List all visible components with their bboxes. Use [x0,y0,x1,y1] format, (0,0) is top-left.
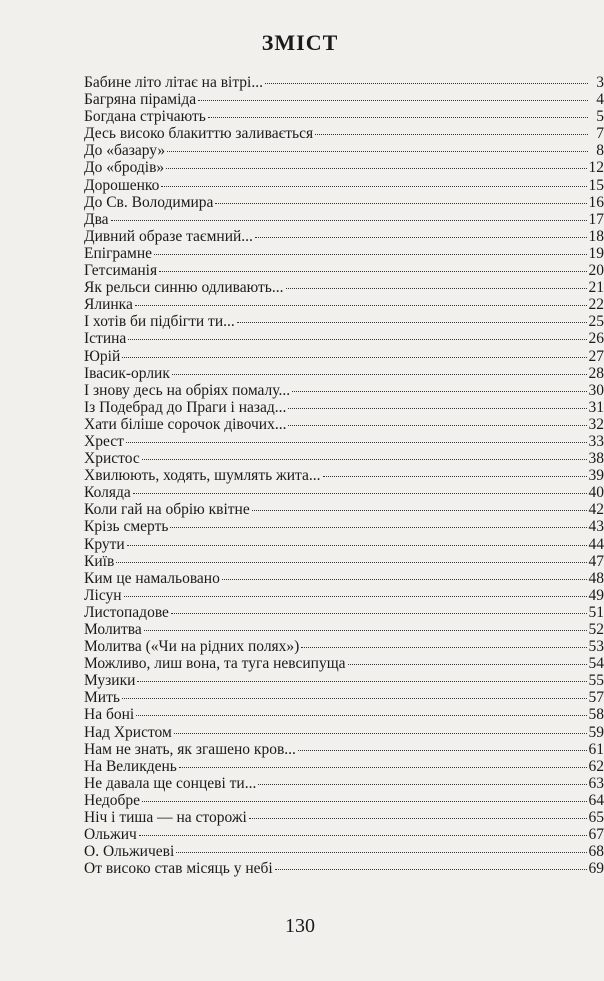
toc-entry [84,809,604,826]
dot-leader [298,750,587,751]
dot-leader [161,186,586,187]
toc-entry-title: Ялинка [84,296,133,314]
dot-leader [208,117,588,118]
dot-leader [122,698,587,699]
toc-entry [84,758,604,775]
toc-entry-title: Нам не знать, як згашено кров... [84,740,296,758]
toc-entry-page: 18 [588,227,604,245]
toc-entry-title: До «бродів» [84,159,165,177]
toc-entry [84,245,604,262]
dot-leader [174,733,587,734]
dot-leader [265,83,588,84]
dot-leader [144,630,587,631]
toc-entry [84,228,604,245]
dot-leader [166,168,586,169]
toc-entry [84,399,604,416]
toc-entry-page: 62 [588,757,604,775]
dot-leader [252,510,587,511]
dot-leader [159,271,586,272]
toc-entry [84,860,604,877]
dot-leader [116,562,586,563]
toc-entry-title: Хати біліше сорочок дівочих... [84,415,287,433]
toc-entry [84,741,604,758]
dot-leader [255,237,587,238]
toc-entry [84,365,604,382]
toc-entry-page: 28 [588,364,604,382]
toc-entry [84,91,604,108]
toc-entry-page: 5 [596,108,604,126]
dot-leader [154,254,586,255]
toc-entry [84,177,604,194]
dot-leader [139,835,587,836]
toc-entry-title: Ніч і тиша — на сторожі [84,809,247,827]
dot-leader [198,100,588,101]
toc-entry-title: Дивний образе таємний... [84,227,253,245]
toc-entry-title: Богдана стрічають [84,108,206,126]
toc-entry-title: Молитва («Чи на рідних полях») [84,638,300,656]
toc-entry-page: 44 [588,535,604,553]
toc-entry-title: І хотів би підбігти ти... [84,313,235,331]
table-of-contents [84,74,604,877]
toc-entry-title: От високо став місяць у небі [84,860,273,878]
toc-entry-page: 49 [588,586,604,604]
dot-leader [275,869,587,870]
dot-leader [237,322,587,323]
toc-entry [84,108,604,125]
dot-leader [215,203,586,204]
dot-leader [315,134,588,135]
toc-entry [84,159,604,176]
dot-leader [222,579,587,580]
toc-entry [84,689,604,706]
toc-entry-title: Ким це намальовано [84,569,220,587]
toc-entry-page: 8 [596,142,604,160]
toc-entry-title: Десь високо блакиттю заливається [84,125,314,143]
toc-entry-title: Дорошенко [84,176,160,194]
toc-entry-title: До Св. Володимира [84,193,214,211]
toc-entry-page: 40 [588,484,604,502]
toc-entry-page: 54 [588,655,604,673]
toc-entry [84,655,604,672]
toc-entry-page: 32 [588,415,604,433]
toc-entry-page: 47 [588,552,604,570]
toc-entry [84,296,604,313]
toc-entry-title: Коли гай на обрію квітне [84,501,250,519]
toc-entry [84,211,604,228]
toc-entry-page: 53 [588,638,604,656]
dot-leader [172,374,587,375]
toc-entry-title: Крізь смерть [84,518,169,536]
toc-entry [84,262,604,279]
toc-entry-page: 26 [588,330,604,348]
dot-leader [288,408,586,409]
dot-leader [258,784,586,785]
toc-entry-title: Лісун [84,586,122,604]
toc-entry [84,484,604,501]
toc-entry-page: 33 [588,432,604,450]
toc-entry [84,518,604,535]
toc-entry-title: Два [84,210,109,228]
toc-entry-title: Молитва [84,621,142,638]
toc-entry-page: 30 [588,381,604,399]
toc-entry-page: 22 [588,296,604,314]
toc-entry [84,638,604,655]
toc-entry-title: Багряна піраміда [84,91,197,109]
dot-leader [348,664,587,665]
toc-entry-title: Можливо, лиш вона, та туга невсипуща [84,655,346,673]
page-title: ЗМІСТ [261,30,339,55]
toc-entry [84,382,604,399]
toc-entry-page: 16 [588,193,604,211]
toc-entry-page: 48 [588,569,604,587]
toc-entry-title: Як рельси синню одливають... [84,279,284,297]
toc-entry [84,843,604,860]
dot-leader [122,357,586,358]
toc-entry-page: 67 [588,826,604,844]
toc-entry-title: Над Христом [84,723,172,741]
toc-entry-page: 27 [588,347,604,365]
toc-entry-page: 15 [588,176,604,194]
dot-leader [249,818,587,819]
toc-entry-title: Бабине літо літає на вітрі... [84,74,263,91]
toc-entry-page: 39 [588,467,604,485]
toc-entry [84,348,604,365]
toc-entry-title: Івасик-орлик [84,364,170,382]
toc-entry-page: 21 [588,279,604,297]
toc-entry-title: Ольжич [84,826,137,844]
toc-entry-page: 3 [596,74,604,91]
toc-entry-page: 12 [588,159,604,177]
dot-leader [170,527,586,528]
toc-entry [84,467,604,484]
toc-entry [84,553,604,570]
toc-entry [84,450,604,467]
toc-entry-title: Гетсиманія [84,262,158,280]
toc-entry [84,142,604,159]
toc-entry-page: 69 [588,860,604,878]
toc-entry-page: 43 [588,518,604,536]
dot-leader [179,767,587,768]
toc-entry [84,604,604,621]
toc-entry-title: Київ [84,552,115,570]
toc-entry-title: Недобре [84,791,141,809]
dot-leader [127,545,587,546]
toc-entry [84,194,604,211]
toc-entry-title: Епіграмне [84,244,153,262]
toc-entry-title: Істина [84,330,127,348]
toc-entry [84,706,604,723]
dot-leader [286,288,587,289]
toc-entry-title: Мить [84,689,120,707]
dot-leader [128,339,586,340]
toc-entry-page: 59 [588,723,604,741]
dot-leader [126,442,587,443]
toc-entry-title: Листопадове [84,603,169,621]
dot-leader [176,852,586,853]
toc-entry-page: 61 [588,740,604,758]
dot-leader [142,459,587,460]
dot-leader [288,425,586,426]
toc-entry-page: 63 [588,774,604,792]
toc-entry-page: 17 [588,210,604,228]
toc-entry [84,536,604,553]
toc-entry [84,501,604,518]
toc-entry-title: Христос [84,450,140,468]
toc-entry-title: Не давала ще сонцеві ти... [84,774,257,792]
toc-entry-page: 42 [588,501,604,519]
toc-entry-page: 25 [588,313,604,331]
toc-entry [84,74,604,91]
toc-entry [84,313,604,330]
toc-entry-page: 68 [588,843,604,861]
dot-leader [133,493,587,494]
toc-entry-title: Коляда [84,484,131,502]
dot-leader [301,647,586,648]
dot-leader [137,681,586,682]
toc-entry-title: Із Подебрад до Праги і назад... [84,398,287,416]
toc-entry-title: На боні [84,706,135,724]
dot-leader [323,476,587,477]
dot-leader [124,596,587,597]
toc-entry-page: 64 [588,791,604,809]
dot-leader [142,801,586,802]
toc-entry-page: 58 [588,706,604,724]
toc-entry-title: Хрест [84,432,124,450]
toc-entry [84,570,604,587]
toc-entry-title: До «базару» [84,142,166,160]
toc-entry [84,621,604,638]
toc-entry-page: 51 [588,603,604,621]
toc-entry [84,279,604,296]
toc-entry-title: Крути [84,535,125,553]
toc-entry [84,125,604,142]
toc-entry-page: 52 [588,621,604,638]
toc-entry-title: О. Ольжичеві [84,843,175,861]
toc-entry [84,724,604,741]
toc-entry-page: 57 [588,689,604,707]
page-number: 130 [285,915,315,937]
toc-entry [84,330,604,347]
toc-entry [84,433,604,450]
dot-leader [171,613,587,614]
dot-leader [111,220,587,221]
toc-entry-title: Хвилюють, ходять, шумлять жита... [84,467,321,485]
dot-leader [136,715,586,716]
toc-entry-page: 55 [588,672,604,690]
toc-entry-title: І знову десь на обріях помалу... [84,381,291,399]
toc-entry [84,672,604,689]
toc-entry-page: 7 [596,125,604,143]
dot-leader [135,305,587,306]
toc-entry-page: 19 [588,244,604,262]
toc-entry-page: 4 [596,91,604,109]
toc-entry [84,775,604,792]
toc-entry-title: Музики [84,672,136,690]
toc-entry-page: 20 [588,262,604,280]
toc-entry-title: Юрій [84,347,121,365]
toc-entry-page: 38 [588,450,604,468]
dot-leader [292,391,586,392]
toc-entry [84,792,604,809]
toc-entry [84,416,604,433]
toc-entry-title: На Великдень [84,757,177,775]
toc-entry [84,826,604,843]
toc-entry [84,587,604,604]
dot-leader [167,151,588,152]
toc-entry-page: 31 [588,398,604,416]
toc-entry-page: 65 [588,809,604,827]
